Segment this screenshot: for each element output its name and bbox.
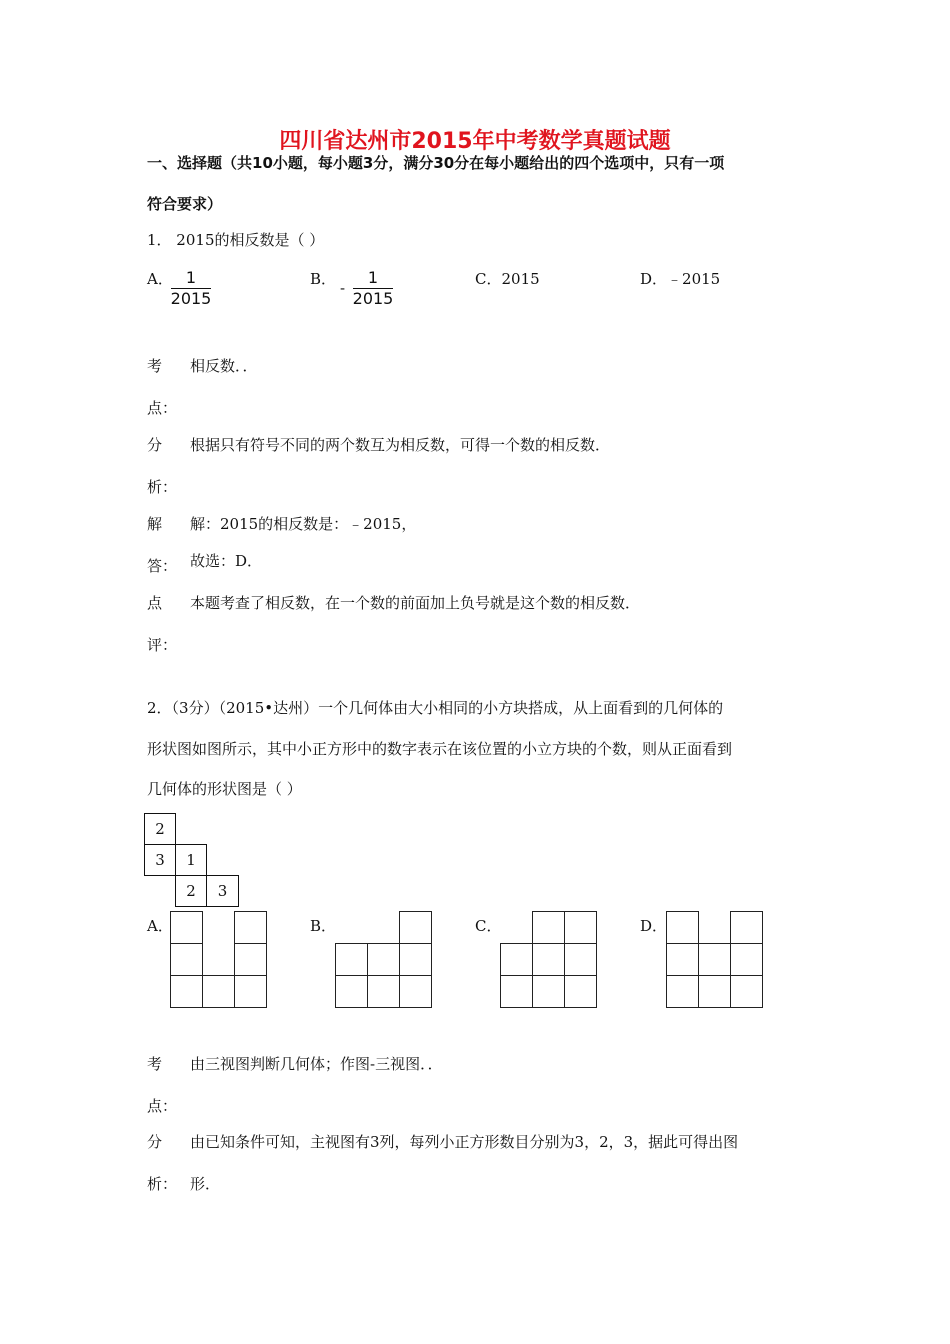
- q1-jieda-answer: 故选：D．: [190, 552, 263, 570]
- q1-fenxi-text: 根据只有符号不同的两个数互为相反数，可得一个数的相反数．: [190, 436, 611, 454]
- q2-fenxi-text-cont: 形．: [190, 1175, 221, 1193]
- top-view-cell: 3: [206, 875, 239, 907]
- q1-kaodian-label-2: 点：: [147, 399, 178, 417]
- figure-square: [666, 943, 699, 976]
- figure-square: [730, 975, 763, 1008]
- q1-option-c: C．2015: [475, 270, 540, 288]
- q2-option-d-label: D．: [640, 917, 668, 935]
- figure-square: [730, 911, 763, 944]
- q1-option-a-denominator: 2015: [170, 289, 212, 308]
- figure-square: [202, 975, 235, 1008]
- figure-square: [564, 911, 597, 944]
- top-view-cell: 1: [175, 844, 207, 876]
- figure-square: [500, 943, 533, 976]
- q1-stem: 1． 2015的相反数是（ ）: [147, 231, 325, 249]
- q1-dianping-text: 本题考查了相反数，在一个数的前面加上负号就是这个数的相反数．: [190, 594, 641, 612]
- figure-square: [399, 975, 432, 1008]
- page-title: 四川省达州市2015年中考数学真题试题: [279, 129, 671, 154]
- figure-square: [335, 943, 368, 976]
- q1-jieda-text: 解：2015的相反数是：﹣2015，: [190, 515, 417, 533]
- top-view-cell: 3: [144, 844, 176, 876]
- q1-kaodian-text: 相反数．．: [190, 357, 258, 375]
- q1-option-a-fraction: [170, 268, 212, 309]
- q1-kaodian-label: 考: [147, 357, 163, 375]
- figure-square: [367, 975, 400, 1008]
- figure-square: [234, 911, 267, 944]
- q1-fenxi-label: 分: [147, 436, 163, 454]
- q1-option-b-sign: -: [340, 279, 346, 297]
- q1-option-a-numerator: 1: [185, 268, 197, 287]
- figure-square: [335, 975, 368, 1008]
- figure-square: [367, 943, 400, 976]
- figure-square: [666, 911, 699, 944]
- q2-fenxi-label-2: 析：: [147, 1175, 178, 1193]
- top-view-cell: 2: [175, 875, 207, 907]
- q2-fenxi-label: 分: [147, 1133, 163, 1151]
- figure-square: [170, 911, 203, 944]
- q1-dianping-label-2: 评：: [147, 636, 178, 654]
- q1-option-b-label: B．: [310, 270, 337, 288]
- q2-stem-line1: 2．（3分）（2015•达州）一个几何体由大小相同的小方块搭成，从上面看到的几何体的: [147, 699, 724, 717]
- figure-square: [234, 975, 267, 1008]
- q2-kaodian-label: 考: [147, 1055, 163, 1073]
- figure-square: [500, 975, 533, 1008]
- section-heading-cont: 符合要求）: [147, 195, 223, 213]
- q1-dianping-label: 点: [147, 594, 163, 612]
- figure-square: [730, 943, 763, 976]
- q2-option-a-label: A．: [147, 917, 173, 935]
- q1-option-d: D．﹣2015: [640, 270, 721, 288]
- figure-square: [399, 911, 432, 944]
- figure-square: [234, 943, 267, 976]
- figure-square: [564, 943, 597, 976]
- q1-option-a-label: A．: [147, 270, 173, 288]
- q1-jieda-label: 解: [147, 515, 163, 533]
- q1-option-b-denominator: 2015: [352, 289, 394, 308]
- q1-option-b-numerator: 1: [367, 268, 379, 287]
- q2-kaodian-label-2: 点：: [147, 1097, 178, 1115]
- figure-square: [532, 943, 565, 976]
- figure-square: [564, 975, 597, 1008]
- q2-fenxi-text: 由已知条件可知，主视图有3列，每列小正方形数目分别为3，2，3，据此可得出图: [190, 1133, 739, 1151]
- figure-square: [698, 943, 731, 976]
- q2-stem-line3: 几何体的形状图是（ ）: [147, 780, 302, 798]
- figure-square: [170, 943, 203, 976]
- q1-option-b-fraction: [351, 268, 395, 309]
- figure-square: [399, 943, 432, 976]
- figure-square: [666, 975, 699, 1008]
- figure-square: [698, 975, 731, 1008]
- q2-option-b-label: B．: [310, 917, 337, 935]
- section-heading: 一、选择题（共10小题，每小题3分，满分30分在每小题给出的四个选项中，只有一项: [147, 154, 725, 172]
- figure-square: [170, 975, 203, 1008]
- figure-square: [532, 975, 565, 1008]
- q1-jieda-label-2: 答：: [147, 557, 178, 575]
- figure-square: [532, 911, 565, 944]
- q1-fenxi-label-2: 析：: [147, 478, 178, 496]
- q2-option-c-label: C．: [475, 917, 502, 935]
- q2-stem-line2: 形状图如图所示，其中小正方形中的数字表示在该位置的小立方块的个数，则从正面看到: [147, 740, 733, 758]
- q2-kaodian-text: 由三视图判断几何体；作图-三视图．．: [190, 1055, 443, 1073]
- top-view-cell: 2: [144, 813, 176, 845]
